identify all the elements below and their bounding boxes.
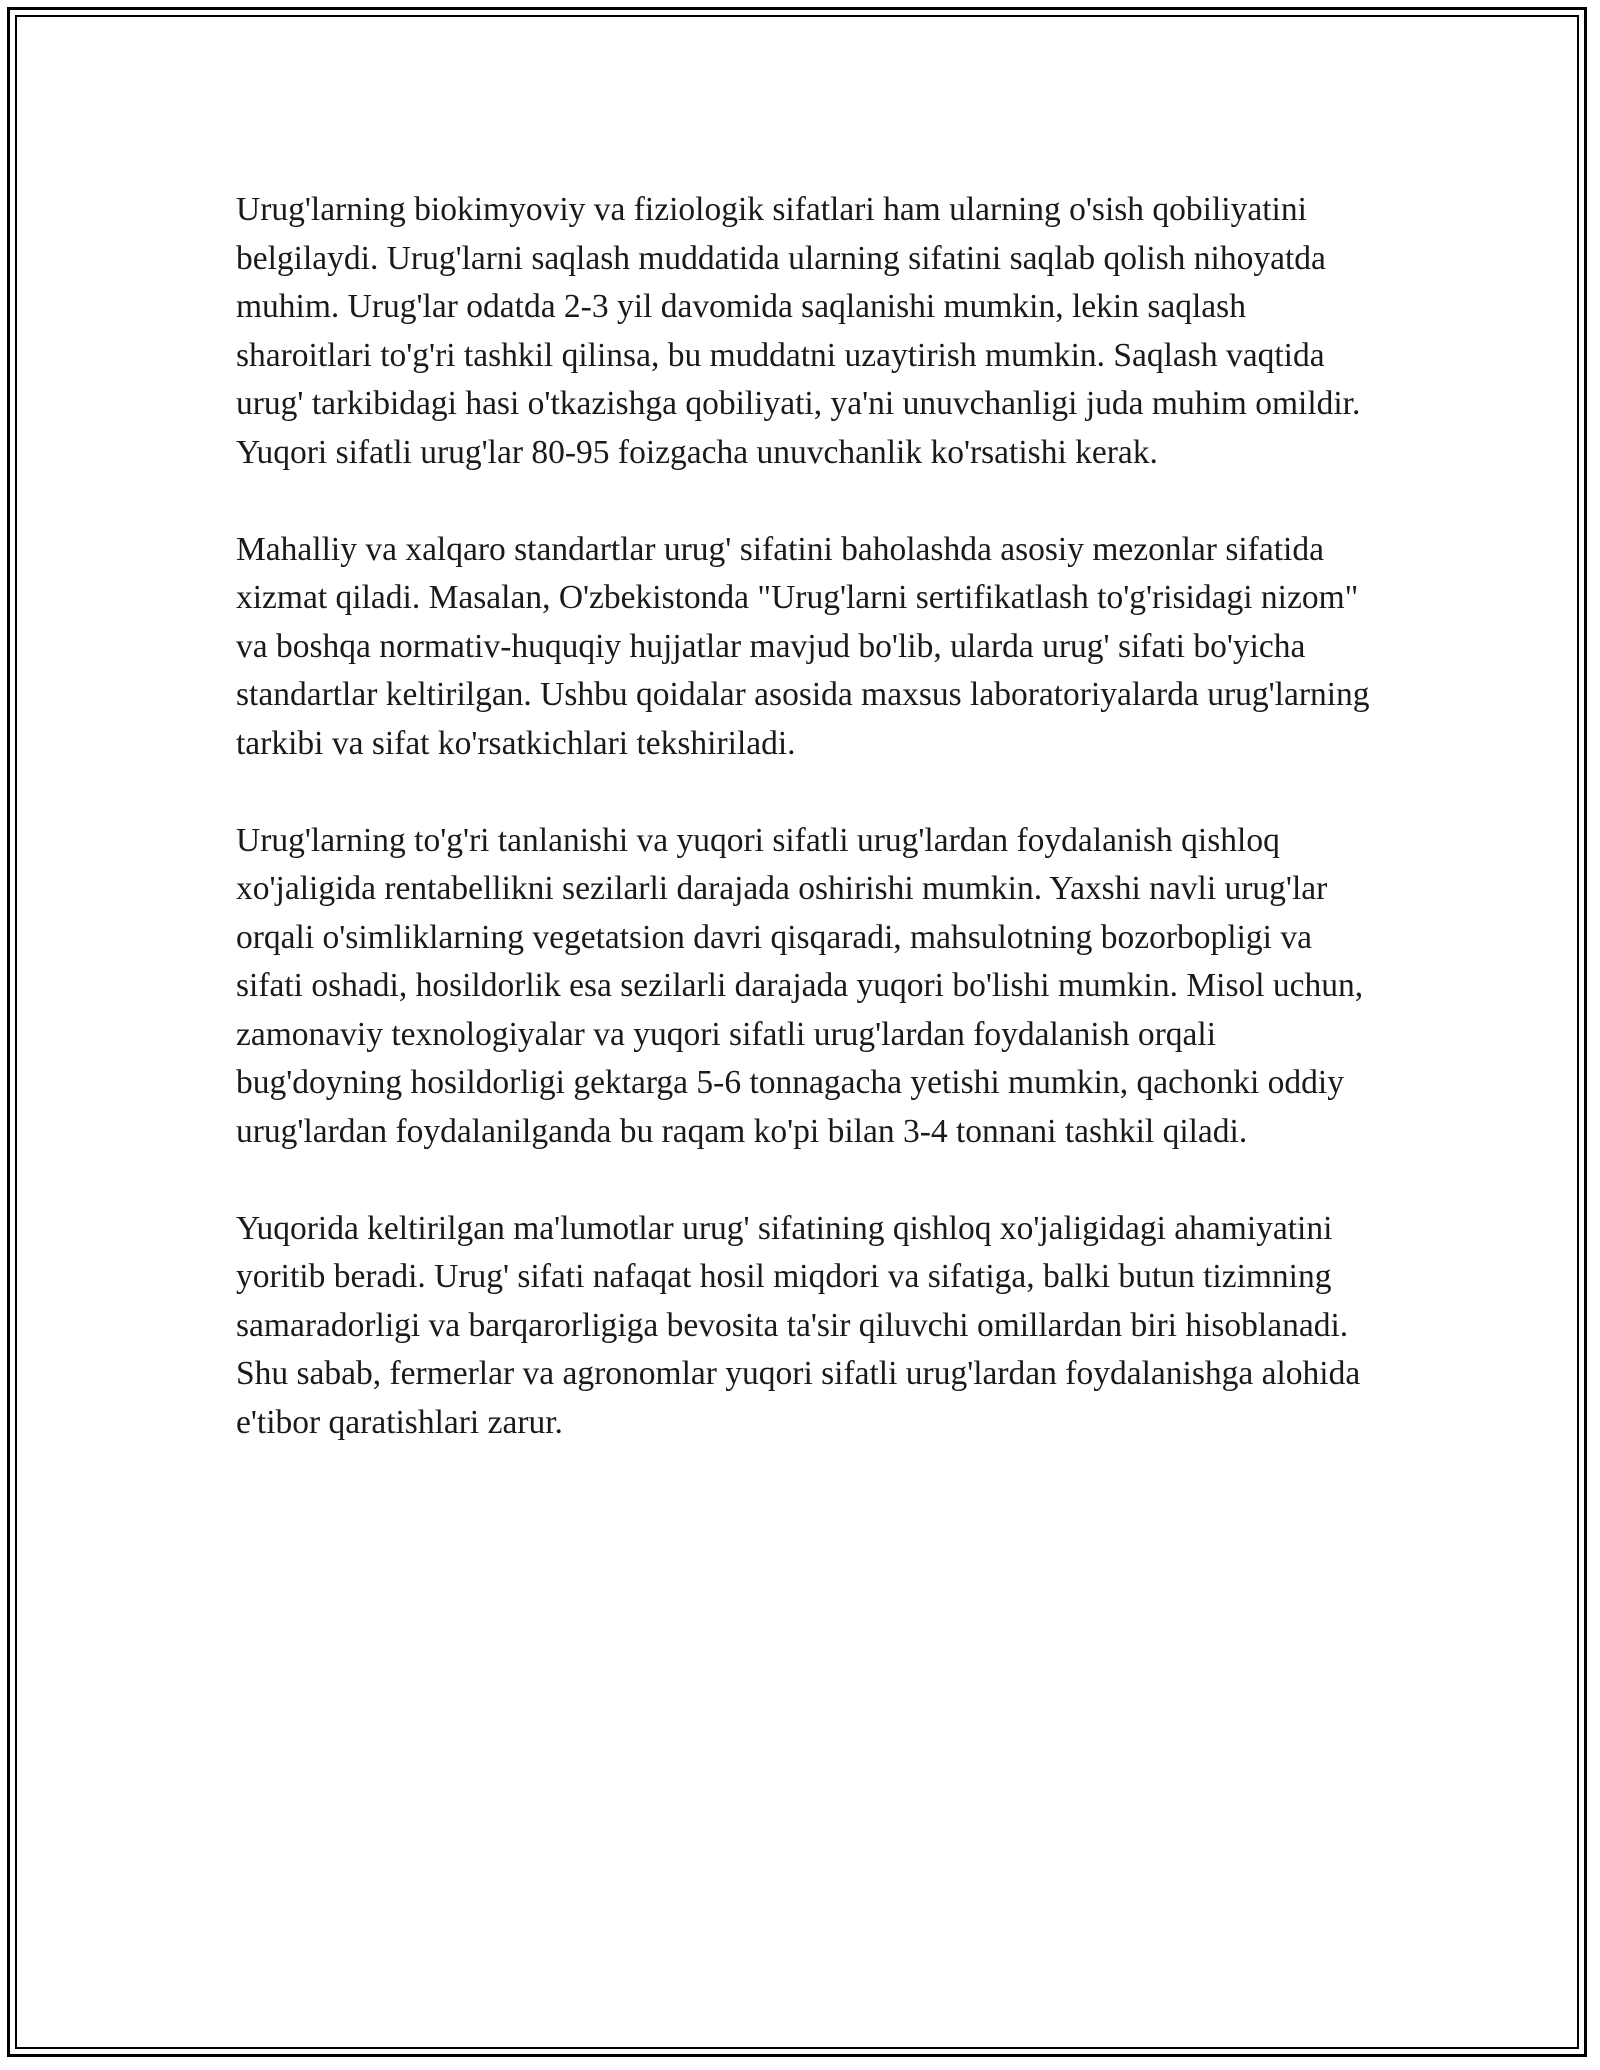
paragraph-4: Yuqorida keltirilgan ma'lumotlar urug' sifatining qishloq xo'jaligidagi ahamiyatini yoritib beradi. Urug' sifati nafaqat hosil miqdori va sifatiga, balki butun tizimning samaradorligi va barqarorligiga bevosita ta'sir qiluvchi omillardan biri hisoblanadi. Shu sabab, fermerlar va agronomlar yuqori sifatli urug'lardan foydalanishga alohida e'tibor qaratishlari zarur. <box>236 1209 1361 1441</box>
paragraph-2: Mahalliy va xalqaro standartlar urug' sifatini baholashda asosiy mezonlar sifatida xizmat qiladi. Masalan, O'zbekistonda "Urug'larni sertifikatlash to'g'risidagi nizom" va boshqa normativ-huquqiy hujjatlar mavjud bo'lib, ularda urug' sifati bo'yicha standartlar keltirilgan. Ushbu qoidalar asosida maxsus laboratoriyalarda urug'larning tarkibi va sifat ko'rsatkichlari tekshiriladi. <box>236 530 1370 762</box>
paragraph-3: Urug'larning to'g'ri tanlanishi va yuqori sifatli urug'lardan foydalanish qishloq xo'jaligida rentabellikni sezilarli darajada oshirishi mumkin. Yaxshi navli urug'lar orqali o'simliklarning vegetatsion davri qisqaradi, mahsulotning bozorbopligi va sifati oshadi, hosildorlik esa sezilarli darajada yuqori bo'lishi mumkin. Misol uchun, zamonaviy texnologiyalar va yuqori sifatli urug'lardan foydalanish orqali bug'doyning hosildorligi gektarga 5-6 tonnagacha yetishi mumkin, qachonki oddiy urug'lardan foydalanilganda bu raqam ko'pi bilan 3-4 tonnani tashkil qiladi. <box>236 821 1364 1150</box>
paragraph-1: Urug'larning biokimyoviy va fiziologik sifatlari ham ularning o'sish qobiliyatini belgilaydi. Urug'larni saqlash muddatida ularning sifatini saqlab qolish nihoyatda muhim. Urug'lar odatda 2-3 yil davomida saqlanishi mumkin, lekin saqlash sharoitlari to'g'ri tashkil qilinsa, bu muddatni uzaytirish mumkin. Saqlash vaqtida urug' tarkibidagi hasi o'tkazishga qobiliyati, ya'ni unuvchanligi juda muhim omildir. Yuqori sifatli urug'lar 80-95 foizgacha unuvchanlik ko'rsatishi kerak. <box>236 191 1361 471</box>
document-body <box>236 186 1376 1496</box>
